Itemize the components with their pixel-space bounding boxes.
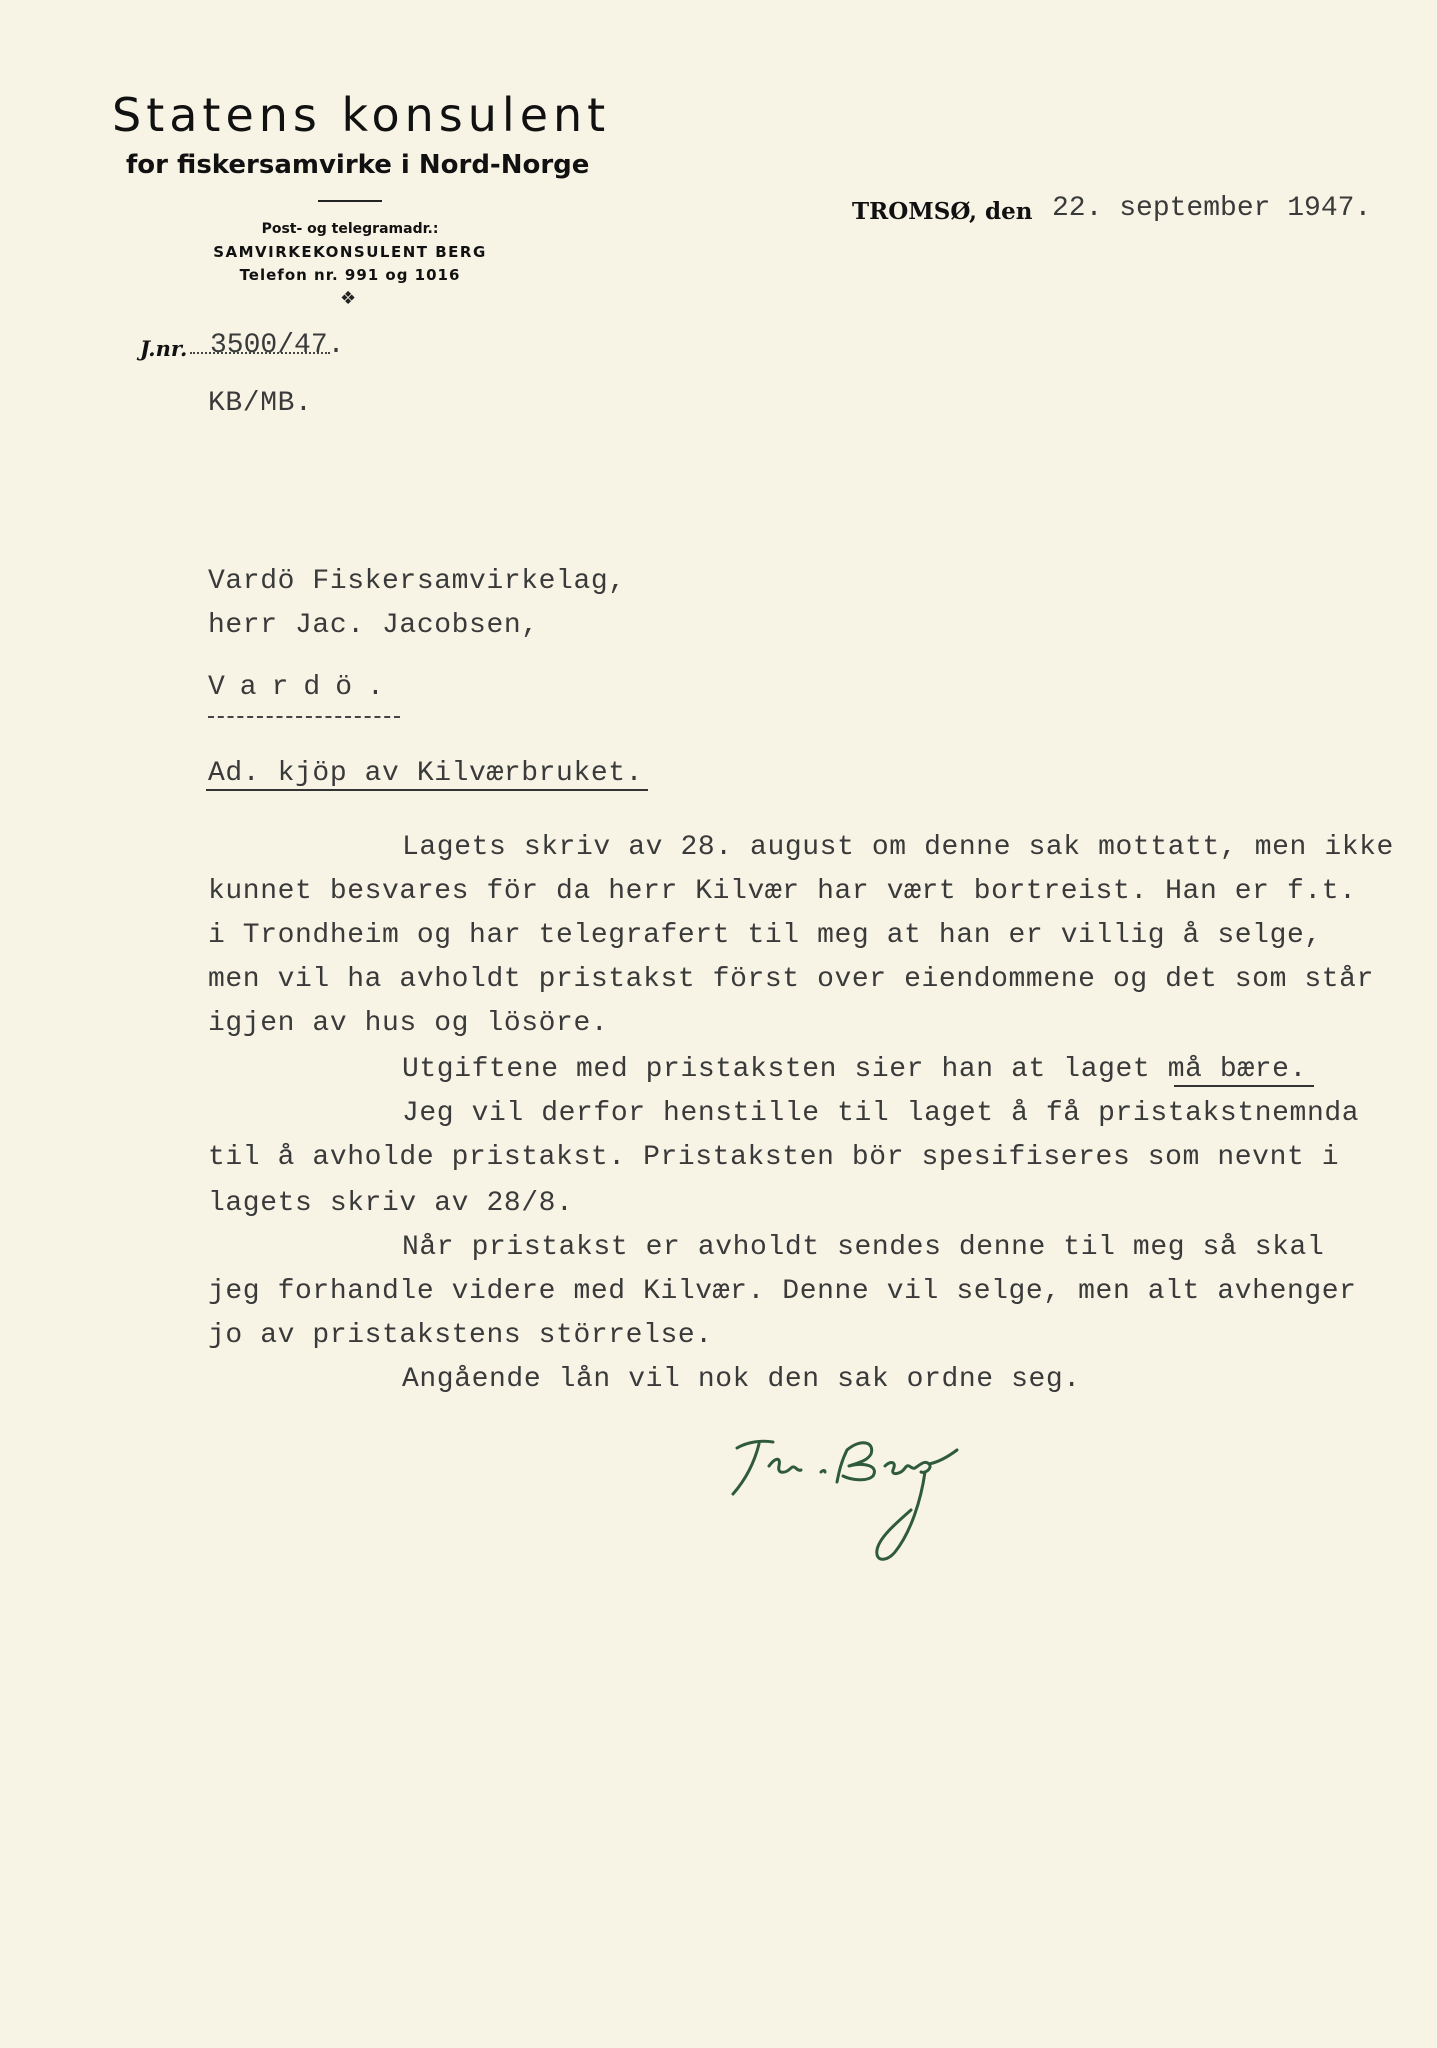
- dateline-place: TROMSØ, den: [852, 198, 1033, 225]
- recipient-attention: herr Jac. Jacobsen,: [208, 610, 539, 641]
- letterhead-address: [190, 218, 510, 287]
- address-label: Post- og telegramadr.:: [261, 221, 439, 237]
- body-line: Lagets skriv av 28. august om denne sak mottatt, men ikke: [402, 832, 1394, 863]
- body-line: Jeg vil derfor henstille til laget å få pristakstnemnda: [402, 1098, 1360, 1129]
- address-phone: Telefon nr. 991 og 1016: [239, 266, 461, 284]
- journal-number-value: 3500/47.: [210, 330, 345, 361]
- address-name: SAMVIRKEKONSULENT BERG: [213, 243, 487, 261]
- recipient-city: Vardö.: [208, 672, 399, 703]
- body-line: men vil ha avholdt pristakst först over eiendommene og det som står: [208, 964, 1374, 995]
- letterhead-subtitle: for fiskersamvirke i Nord-Norge: [126, 150, 590, 180]
- body-line: Angående lån vil nok den sak ordne seg.: [402, 1364, 1081, 1395]
- body-line: i Trondheim og har telegrafert til meg at han er villig å selge,: [208, 920, 1322, 951]
- body-line: lagets skriv av 28/8.: [208, 1188, 574, 1219]
- body-line: kunnet besvares för da herr Kilvær har vært bortreist. Han er f.t.: [208, 876, 1357, 907]
- city-underline: [208, 716, 400, 718]
- subject-line: Ad. kjöp av Kilværbruket.: [208, 758, 644, 789]
- body-line: jeg forhandle videre med Kilvær. Denne vil selge, men alt avhenger: [208, 1276, 1357, 1307]
- dateline-date: 22. september 1947.: [1052, 193, 1372, 224]
- body-line: Utgiftene med pristaksten sier han at laget må bære.: [402, 1054, 1307, 1085]
- letterhead-divider: [318, 200, 382, 202]
- body-line: Når pristakst er avholdt sendes denne til meg så skal: [402, 1232, 1325, 1263]
- body-line: til å avholde pristakst. Pristaksten bör spesifiseres som nevnt i: [208, 1142, 1340, 1173]
- emphasis-underline: [1174, 1085, 1314, 1087]
- body-line: jo av pristakstens störrelse.: [208, 1320, 713, 1351]
- letterhead-title: Statens konsulent: [112, 88, 611, 142]
- subject-underline: [206, 789, 648, 791]
- journal-number-label: J.nr.: [140, 336, 188, 361]
- recipient-name: Vardö Fiskersamvirkelag,: [208, 566, 626, 597]
- ornament-icon: ❖: [340, 288, 357, 309]
- signature-strokes: [733, 1441, 957, 1559]
- initials: KB/MB.: [208, 388, 313, 419]
- handwritten-signature: [725, 1420, 985, 1570]
- body-line: igjen av hus og lösöre.: [208, 1008, 609, 1039]
